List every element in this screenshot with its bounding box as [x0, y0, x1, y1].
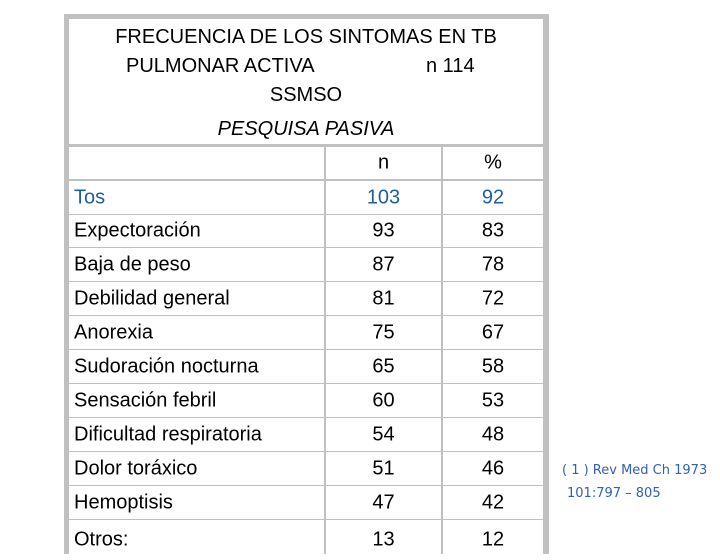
table-row-n — [326, 384, 441, 417]
table-row-pct — [443, 282, 543, 315]
table-row-n-text: 47 — [372, 491, 395, 513]
column-header-n — [326, 147, 441, 179]
table-row-label — [69, 452, 324, 485]
column-header-n-text: n — [377, 151, 390, 174]
table-row-n — [326, 215, 441, 247]
table-row-n-text: 81 — [372, 287, 395, 309]
table-row-label-text: Sudoración nocturna — [74, 355, 259, 377]
column-header-pct — [443, 147, 543, 179]
table-row-n — [326, 181, 441, 214]
table-row-label — [69, 282, 324, 315]
column-header-pct-text: % — [484, 151, 502, 174]
table-row-label-text: Expectoración — [74, 219, 201, 242]
table-row-label-text: Baja de peso — [74, 253, 191, 275]
table-row-pct — [443, 181, 543, 214]
table-row-label-text: Tos — [74, 186, 106, 208]
title-line-1: FRECUENCIA DE LOS SINTOMAS EN TB — [115, 26, 497, 48]
table-row-label — [69, 486, 324, 519]
table-row-pct — [443, 316, 543, 349]
table-row-n — [326, 486, 441, 519]
table-row-label-text: Otros: — [74, 528, 129, 551]
table-row-label-text: Debilidad general — [74, 287, 230, 309]
table-row-label-text: Dolor toráxico — [74, 457, 198, 479]
reference-line-2: 101:797 – 805 — [567, 486, 661, 501]
table-row-pct-text: 92 — [481, 186, 505, 208]
table-row-label — [69, 418, 324, 451]
table-row-pct — [443, 520, 543, 560]
table-row-label — [69, 248, 324, 281]
table-row-pct-text: 83 — [481, 219, 505, 242]
table-row-n-text: 87 — [372, 253, 395, 275]
table-row-n — [326, 520, 441, 560]
table-row-label — [69, 181, 324, 214]
table-row-pct — [443, 248, 543, 281]
table-row-n-text: 93 — [372, 219, 395, 242]
reference-citation — [562, 459, 707, 505]
title-line-2-right: n 114 — [426, 55, 475, 77]
title-line-3: SSMSO — [269, 84, 343, 106]
table-row-label-text: Sensación febril — [74, 389, 217, 411]
table-row-pct — [443, 215, 543, 247]
table-row-label-text: Dificultad respiratoria — [74, 423, 262, 445]
table-row-pct-text: 67 — [481, 321, 505, 343]
table-row-pct-text: 78 — [481, 253, 505, 275]
table-row-n — [326, 282, 441, 315]
table-row-label — [69, 350, 324, 383]
column-header-label — [69, 147, 324, 179]
table-row-n — [326, 350, 441, 383]
table-row-label-text: Hemoptisis — [74, 491, 173, 513]
table-row-n-text: 13 — [372, 528, 395, 551]
reference-line-1: ( 1 ) Rev Med Ch 1973 — [562, 463, 708, 478]
table-row-n-text: 75 — [372, 321, 395, 343]
table-row-n — [326, 248, 441, 281]
table-subtitle: PESQUISA PASIVA — [217, 118, 395, 140]
table-row-n-text: 51 — [372, 457, 395, 479]
table-row-pct — [443, 350, 543, 383]
table-row-label — [69, 384, 324, 417]
table-row-pct-text: 58 — [481, 355, 505, 377]
table-row-n — [326, 452, 441, 485]
table-row-pct-text: 42 — [481, 491, 505, 513]
table-row-pct — [443, 486, 543, 519]
table-row-n-text: 65 — [372, 355, 395, 377]
table-row-label — [69, 316, 324, 349]
title-line-2-left: PULMONAR ACTIVA — [126, 55, 315, 77]
table-row-pct — [443, 384, 543, 417]
table-row-pct-text: 53 — [481, 389, 505, 411]
table-row-pct-text: 72 — [481, 287, 505, 309]
table-row-pct-text: 46 — [481, 457, 505, 479]
table-row-n-text: 103 — [366, 186, 401, 208]
table-row-pct-text: 48 — [481, 423, 505, 445]
table-row-n — [326, 316, 441, 349]
table-row-label — [69, 520, 324, 560]
table-row-n — [326, 418, 441, 451]
table-title-block — [69, 19, 543, 144]
table-row-pct — [443, 418, 543, 451]
table-row-label-text: Anorexia — [74, 321, 153, 343]
table-row-label — [69, 215, 324, 247]
table-row-n-text: 60 — [372, 389, 395, 411]
table-row-n-text: 54 — [372, 423, 395, 445]
table-row-pct-text: 12 — [481, 528, 505, 551]
table-row-pct — [443, 452, 543, 485]
